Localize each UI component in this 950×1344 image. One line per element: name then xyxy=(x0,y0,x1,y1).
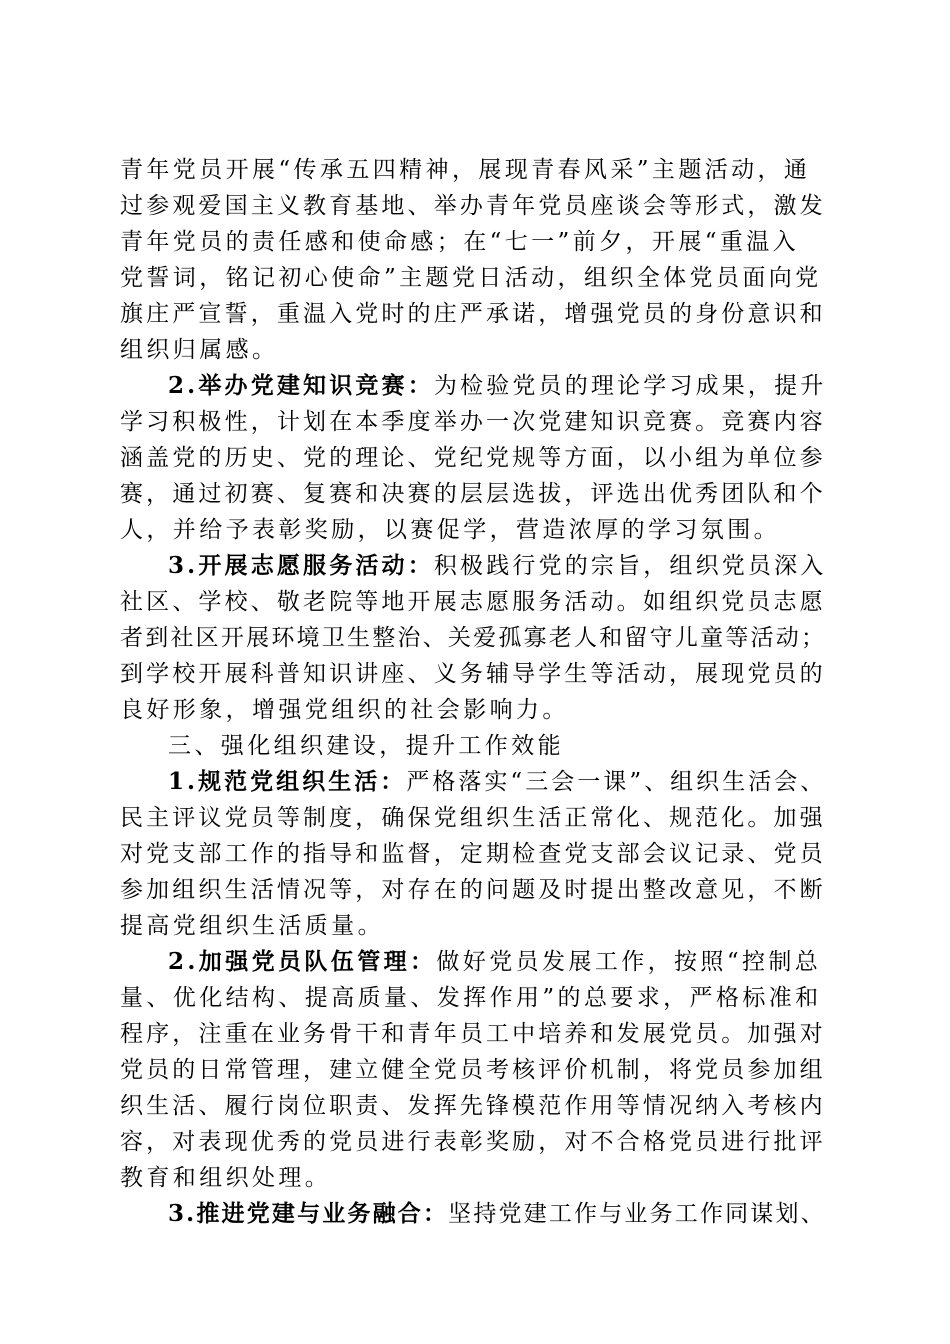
paragraph-first-line xyxy=(168,946,821,978)
item-heading: 2.举办党建知识竞赛： xyxy=(168,372,434,399)
item-heading: 3.推进党建与业务融合： xyxy=(168,1200,449,1227)
text-line: 过参观爱国主义教育基地、举办青年党员座谈会等形式，激发 xyxy=(120,193,826,219)
paragraph-first-line xyxy=(168,1198,826,1230)
item-heading: 3.开展志愿服务活动： xyxy=(168,552,434,579)
text-line: 参加组织生活情况等，对存在的问题及时提出整改意见，不断 xyxy=(120,877,826,903)
text-line: 量、优化结构、提高质量、发挥作用”的总要求，严格标准和 xyxy=(120,985,822,1011)
text-line: 教育和组织处理。 xyxy=(120,1165,332,1191)
item-text: 为检验党员的理论学习成果，提升 xyxy=(433,373,827,399)
item-text: 坚持党建工作与业务工作同谋划、 xyxy=(448,1201,826,1227)
text-line: 民主评议党员等制度，确保党组织生活正常化、规范化。加强 xyxy=(120,805,826,831)
item-text: 积极践行党的宗旨，组织党员深入 xyxy=(433,553,827,579)
item-text: 做好党员发展工作，按照“控制总 xyxy=(436,949,822,975)
text-line: 织生活、履行岗位职责、发挥先锋模范作用等情况纳入考核内 xyxy=(120,1093,826,1119)
text-line: 容，对表现优秀的党员进行表彰奖励，对不合格党员进行批评 xyxy=(120,1129,826,1155)
text-line: 党誓词，铭记初心使命”主题党日活动，组织全体党员面向党 xyxy=(120,265,822,291)
text-line: 到学校开展科普知识讲座、义务辅导学生等活动，展现党员的 xyxy=(120,661,826,687)
text-line: 青年党员的责任感和使命感；在“七一”前夕，开展“重温入 xyxy=(120,229,800,255)
text-line: 程序，注重在业务骨干和青年员工中培养和发展党员。加强对 xyxy=(120,1021,826,1047)
text-line: 对党支部工作的指导和监督，定期检查党支部会议记录、党员 xyxy=(120,841,826,867)
text-line: 青年党员开展“传承五四精神，展现青春风采”主题活动，通 xyxy=(120,157,811,183)
text-line: 良好形象，增强党组织的社会影响力。 xyxy=(120,697,569,723)
paragraph-first-line xyxy=(168,370,826,402)
text-line: 人，并给予表彰奖励，以赛促学，营造浓厚的学习氛围。 xyxy=(120,517,780,543)
text-line: 党员的日常管理，建立健全党员考核评价机制，将党员参加组 xyxy=(120,1057,826,1083)
text-line: 学习积极性，计划在本季度举办一次党建知识竞赛。竞赛内容 xyxy=(120,409,826,435)
paragraph-first-line xyxy=(168,550,826,582)
text-line: 涵盖党的历史、党的理论、党纪党规等方面，以小组为单位参 xyxy=(120,445,826,471)
item-text: 严格落实“三会一课”、组织生活会、 xyxy=(406,769,827,795)
text-line: 赛，通过初赛、复赛和决赛的层层选拔，评选出优秀团队和个 xyxy=(120,481,826,507)
item-heading: 2.加强党员队伍管理： xyxy=(168,948,437,975)
section-heading: 三、强化组织建设，提升工作效能 xyxy=(168,733,564,759)
text-line: 提高党组织生活质量。 xyxy=(120,913,384,939)
item-heading: 1.规范党组织生活： xyxy=(168,768,407,795)
text-line: 组织归属感。 xyxy=(120,337,279,363)
text-line: 者到社区开展环境卫生整治、关爱孤寡老人和留守儿童等活动； xyxy=(120,625,827,651)
text-line: 社区、学校、敬老院等地开展志愿服务活动。如组织党员志愿 xyxy=(120,589,826,615)
paragraph-first-line xyxy=(168,766,826,798)
text-line: 旗庄严宣誓，重温入党时的庄严承诺，增强党员的身份意识和 xyxy=(120,301,826,327)
